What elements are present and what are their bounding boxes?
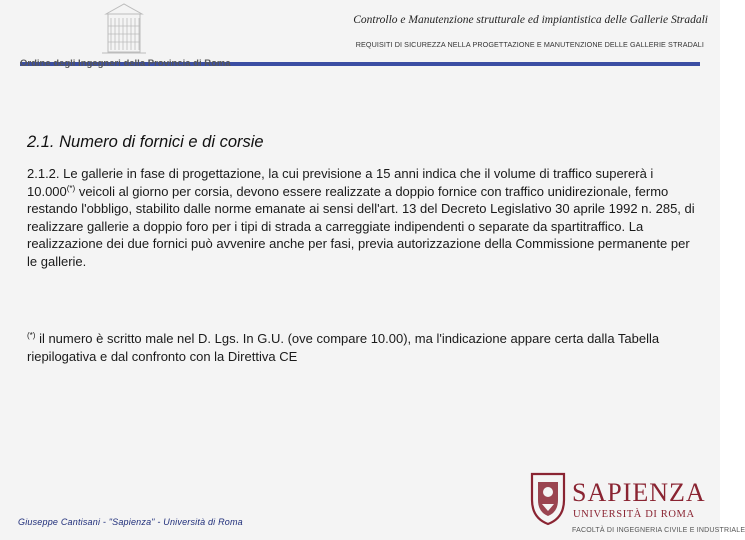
section-title: 2.1. Numero di fornici e di corsie (27, 133, 264, 151)
sapienza-faculty: FACOLTÀ DI INGEGNERIA CIVILE E INDUSTRIALE (572, 527, 745, 534)
footer-author: Giuseppe Cantisani - "Sapienza" - Università di Roma (18, 517, 243, 527)
organization-name: Ordine degli Ingegneri della Provincia di Roma (20, 58, 231, 69)
footnote-marker: (*) (27, 331, 36, 340)
body-paragraph (27, 165, 701, 270)
sapienza-emblem-icon (528, 470, 568, 526)
sapienza-wordmark: SAPIENZA (572, 478, 706, 507)
header-subtitle: REQUISITI DI SICUREZZA NELLA PROGETTAZIONE E MANUTENZIONE DELLE GALLERIE STRADALI (355, 40, 704, 49)
footnote-reference: (*) (66, 183, 76, 193)
footnote (27, 330, 701, 366)
header-title: Controllo e Manutenzione strutturale ed impiantistica delle Gallerie Stradali (353, 14, 708, 26)
paragraph-start: 2.1.2. Le gallerie in fase di progettazione, la cui previsione a 15 anni indica che il volume di traffico supererà i 10.000 (27, 166, 654, 199)
footnote-text: il numero è scritto male nel D. Lgs. In G.U. (ove compare 10.00), ma l'indicazione appare certa dalla Tabella riepilogativa e dal confronto con la Direttiva CE (27, 331, 660, 364)
sapienza-university: UNIVERSITÀ DI ROMA (573, 509, 695, 520)
paragraph-end: veicoli al giorno per corsia, devono essere realizzate a doppio fornice con traffico unidirezionale, fermo restando l'obbligo, stabilito dalle norme emanate ai sensi dell'art. 13 del Decreto Legislativo 30 aprile 1992 n. 285, di realizzare gallerie a doppio foro per i tipi di strada a carreggiate indipendenti o separate da spartitraffico. La realizzazione dei due fornici può avvenire anche per fasi, previa autorizzazione della Commissione permanente per le gallerie. (27, 183, 695, 269)
building-logo-icon (100, 2, 148, 56)
